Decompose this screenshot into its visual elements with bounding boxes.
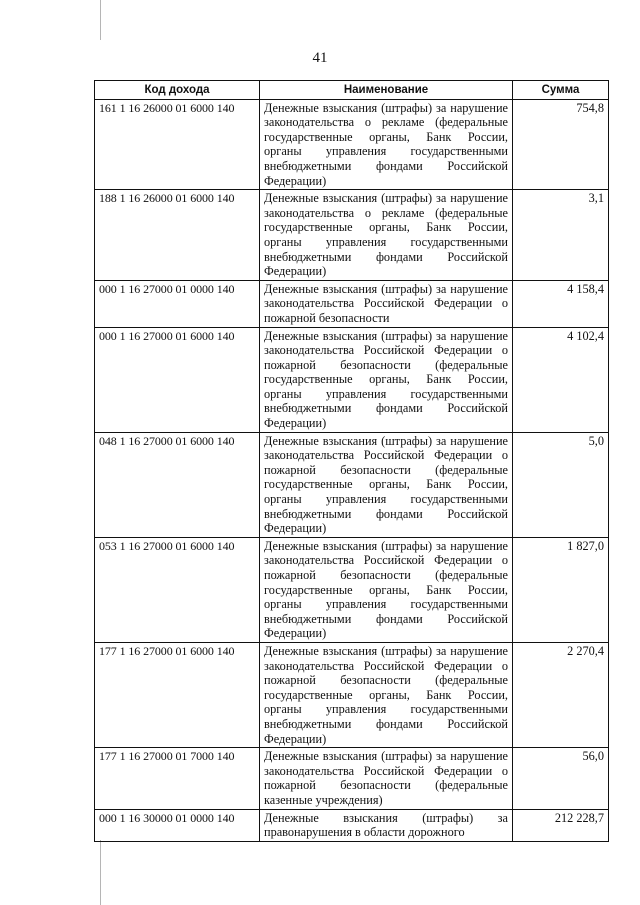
revenue-amount: 56,0 <box>513 748 609 809</box>
table-row <box>95 748 609 809</box>
revenue-code: 053 1 16 27000 01 6000 140 <box>95 537 260 642</box>
table-header-row <box>95 81 609 100</box>
revenue-code: 188 1 16 26000 01 6000 140 <box>95 190 260 281</box>
header-name: Наименование <box>260 81 513 100</box>
header-amount: Сумма <box>513 81 609 100</box>
revenue-name: Денежные взыскания (штрафы) за нарушение законодательства о рекламе (федеральные государственные органы, Банк России, органы управления государственными внебюджетными фондами Российской Федерации) <box>260 190 513 281</box>
revenue-name: Денежные взыскания (штрафы) за нарушение законодательства о рекламе (федеральные государственные органы, Банк России, органы управления государственными внебюджетными фондами Российской Федерации) <box>260 99 513 190</box>
header-code: Код дохода <box>95 81 260 100</box>
revenue-amount: 2 270,4 <box>513 642 609 747</box>
scan-edge-line <box>100 0 101 40</box>
revenue-name: Денежные взыскания (штрафы) за нарушение законодательства Российской Федерации о пожарной безопасности (федеральные государственные органы, Банк России, органы управления государственными внебюджетными фондами Российской Федерации) <box>260 642 513 747</box>
table-row <box>95 537 609 642</box>
revenue-code: 161 1 16 26000 01 6000 140 <box>95 99 260 190</box>
revenue-code: 048 1 16 27000 01 6000 140 <box>95 432 260 537</box>
revenue-name: Денежные взыскания (штрафы) за нарушение законодательства Российской Федерации о пожарной безопасности (федеральные государственные органы, Банк России, органы управления государственными внебюджетными фондами Российской Федерации) <box>260 327 513 432</box>
revenue-code: 000 1 16 30000 01 0000 140 <box>95 809 260 841</box>
scan-edge-line <box>100 840 101 905</box>
revenue-name: Денежные взыскания (штрафы) за нарушение законодательства Российской Федерации о пожарной безопасности <box>260 280 513 327</box>
revenue-code: 000 1 16 27000 01 6000 140 <box>95 327 260 432</box>
revenue-code: 000 1 16 27000 01 0000 140 <box>95 280 260 327</box>
revenue-amount: 1 827,0 <box>513 537 609 642</box>
revenue-name: Денежные взыскания (штрафы) за нарушение законодательства Российской Федерации о пожарной безопасности (федеральные казенные учреждения) <box>260 748 513 809</box>
revenue-name: Денежные взыскания (штрафы) за правонарушения в области дорожного <box>260 809 513 841</box>
revenue-code: 177 1 16 27000 01 7000 140 <box>95 748 260 809</box>
revenue-code: 177 1 16 27000 01 6000 140 <box>95 642 260 747</box>
revenue-amount: 754,8 <box>513 99 609 190</box>
table-row <box>95 280 609 327</box>
revenue-amount: 4 102,4 <box>513 327 609 432</box>
table-row <box>95 809 609 841</box>
revenue-name: Денежные взыскания (штрафы) за нарушение законодательства Российской Федерации о пожарной безопасности (федеральные государственные органы, Банк России, органы управления государственными внебюджетными фондами Российской Федерации) <box>260 432 513 537</box>
table-row <box>95 99 609 190</box>
revenue-table <box>94 80 609 842</box>
revenue-amount: 212 228,7 <box>513 809 609 841</box>
table-row <box>95 432 609 537</box>
table-row <box>95 642 609 747</box>
table-row <box>95 327 609 432</box>
page-number: 41 <box>312 50 328 66</box>
revenue-amount: 4 158,4 <box>513 280 609 327</box>
table-row <box>95 190 609 281</box>
revenue-amount: 3,1 <box>513 190 609 281</box>
revenue-amount: 5,0 <box>513 432 609 537</box>
revenue-name: Денежные взыскания (штрафы) за нарушение законодательства Российской Федерации о пожарной безопасности (федеральные государственные органы, Банк России, органы управления государственными внебюджетными фондами Российской Федерации) <box>260 537 513 642</box>
